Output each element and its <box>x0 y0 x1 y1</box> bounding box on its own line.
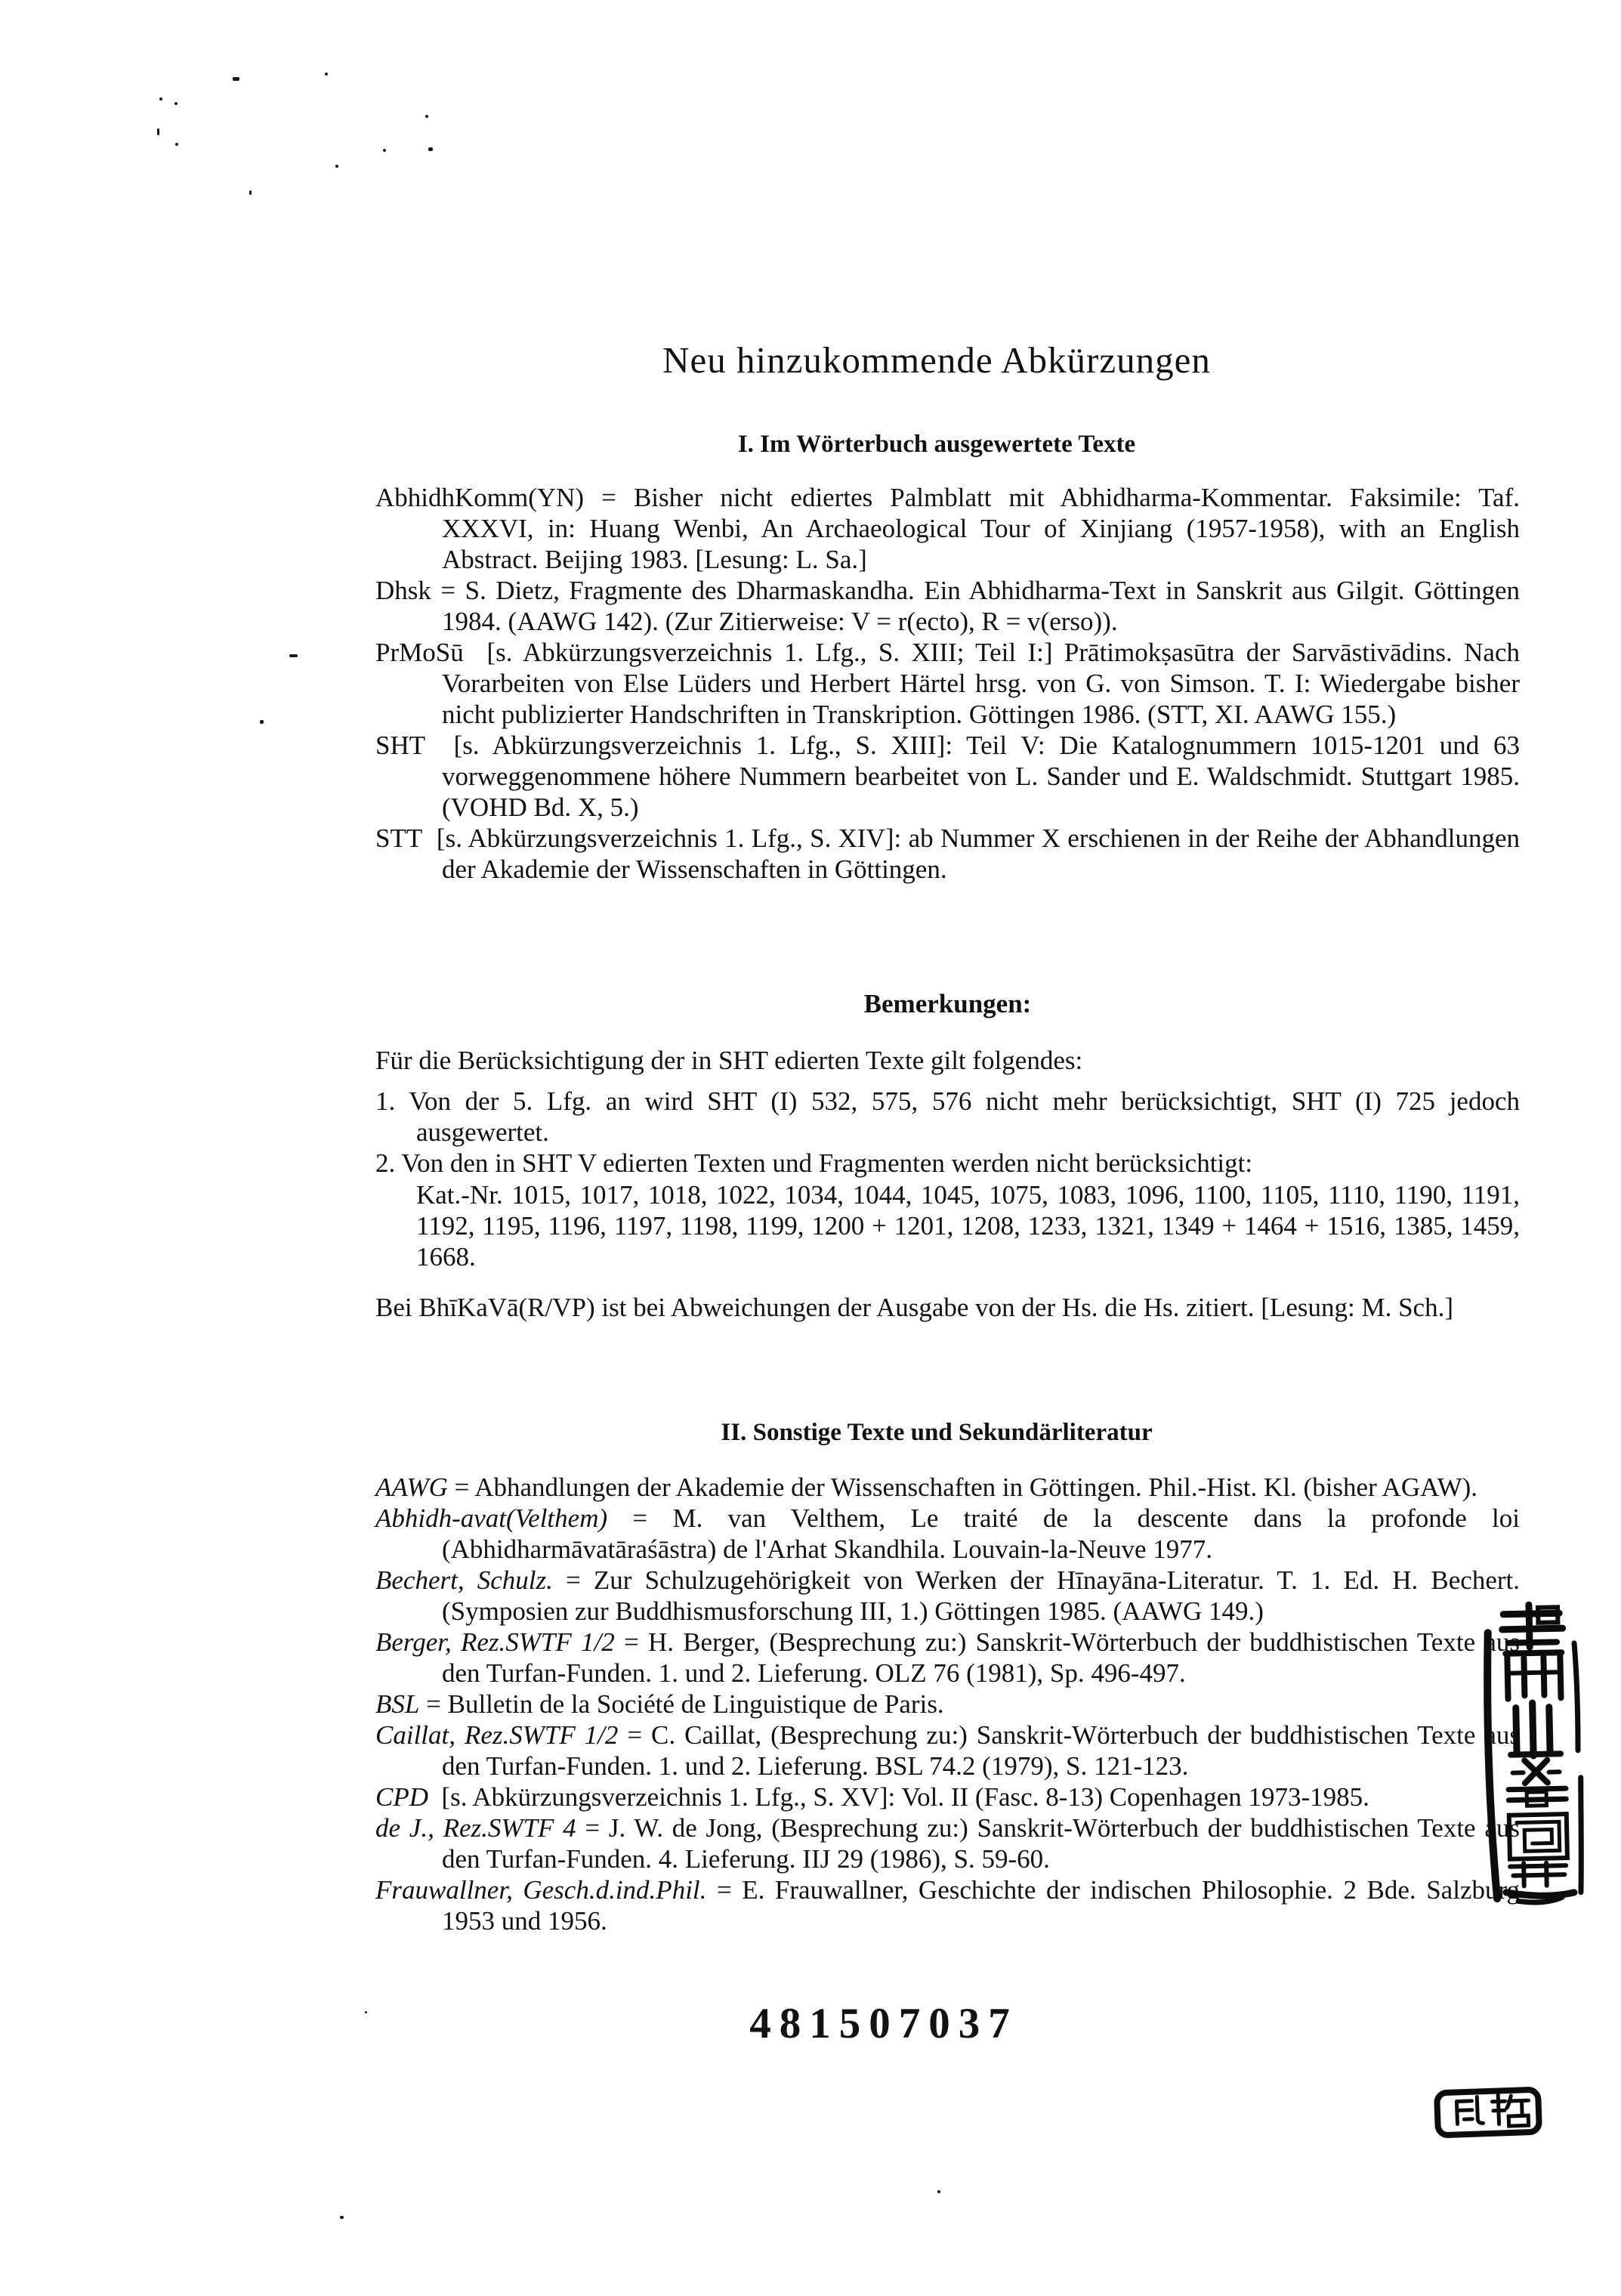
page-title: Neu hinzukommende Abkürzungen <box>662 339 1211 381</box>
abbreviation-definition: = Bisher nicht ediertes Palmblatt mit Abhidharma-Kommentar. Faksimile: Taf. XXXVI, in: Huang Wenbi, An Archaeological Tour of Xinjiang (1957-1958), with an English Abstract. Beijing 1983. [Lesung: L. Sa.] <box>442 483 1520 574</box>
small-seal-stamp <box>1433 2084 1543 2142</box>
library-seal-stamp <box>1479 1596 1589 1907</box>
abbreviation-entry <box>375 1689 1520 1720</box>
abbreviation-definition: [s. Abkürzungsverzeichnis 1. Lfg., S. XIII]: Teil V: Die Katalognummern 1015-1201 und 63 vorweggenommene höhere Nummern bearbeitet von L. Sander und E. Waldschmidt. Stuttgart 1985. (VOHD Bd. X, 5.) <box>442 731 1521 822</box>
abbreviation-key: de J., Rez.SWTF 4 <box>375 1813 576 1843</box>
catalog-numbers: Kat.-Nr. 1015, 1017, 1018, 1022, 1034, 1044, 1045, 1075, 1083, 1096, 1100, 1105, 1110, 1190, 1191, 1192, 1195, 1196, 1197, 1198, 1199, 1200 + 1201, 1208, 1233, 1321, 1349 + 1464 + 1516, 1385, 1459, 1668. <box>416 1180 1520 1272</box>
scan-artifact-dot <box>425 115 428 118</box>
abbreviation-entry <box>375 823 1520 885</box>
scan-artifact-dot <box>365 2011 367 2013</box>
remarks-block <box>375 988 1520 1323</box>
scan-artifact-dot <box>937 2190 940 2193</box>
scan-artifact-dot <box>289 654 298 657</box>
abbreviation-definition: = Abhandlungen der Akademie der Wissenschaften in Göttingen. Phil.-Hist. Kl. (bisher AGAW). <box>454 1472 1478 1502</box>
abbreviation-key: Berger, Rez.SWTF 1/2 <box>375 1627 615 1657</box>
abbreviation-definition: = J. W. de Jong, (Besprechung zu:) Sanskrit-Wörterbuch der buddhistischen Texte aus den Turfan-Funden. 4. Lieferung. IIJ 29 (1986), S. 59-60. <box>442 1813 1521 1874</box>
abbreviation-entry <box>375 1781 1520 1812</box>
abbreviation-entry <box>375 1627 1520 1689</box>
scan-artifact-dot <box>174 102 178 105</box>
abbreviation-key: Dhsk <box>375 576 431 605</box>
remarks-heading: Bemerkungen: <box>863 989 1032 1018</box>
abbreviation-entry <box>375 1720 1520 1781</box>
list-number: 1. <box>375 1086 396 1116</box>
abbreviation-entry <box>375 482 1520 575</box>
scan-artifact-dot <box>383 149 386 152</box>
abbreviation-definition: = C. Caillat, (Besprechung zu:) Sanskrit-Wörterbuch der buddhistischen Texte aus den Turfan-Funden. 1. und 2. Lieferung. BSL 74.2 (1979), S. 121-123. <box>442 1720 1521 1781</box>
remarks-item <box>375 1148 1520 1179</box>
abbreviation-definition: = Zur Schulzugehörigkeit von Werken der Hīnayāna-Literatur. T. 1. Ed. H. Bechert. (Symposien zur Buddhismusforschung III, 1.) Göttingen 1985. (AAWG 149.) <box>442 1565 1520 1626</box>
abbreviation-key: STT <box>375 824 423 853</box>
list-text: Von der 5. Lfg. an wird SHT (I) 532, 575, 576 nicht mehr berücksichtigt, SHT (I) 725 jedoch ausgewertet. <box>409 1086 1520 1147</box>
abbreviation-key: AAWG <box>375 1472 448 1502</box>
scan-artifact-dot <box>159 97 162 100</box>
abbreviation-entry <box>375 1472 1520 1503</box>
abbreviation-definition: [s. Abkürzungsverzeichnis 1. Lfg., S. XIII; Teil I:] Prātimokṣasūtra der Sarvāstivādins. Nach Vorarbeiten von Else Lüders und Herbert Härtel hrsg. von G. von Simson. T. I: Wiedergabe bisher nicht publizierter Handschriften in Transkription. Göttingen 1986. (STT, XI. AAWG 155.) <box>442 638 1521 729</box>
remarks-item <box>375 1086 1520 1148</box>
abbreviation-key: SHT <box>375 731 426 760</box>
scan-artifact-dot <box>233 77 239 81</box>
accession-number: 481507037 <box>749 2000 1018 2047</box>
abbreviation-key: AbhidhKomm(YN) <box>375 483 585 512</box>
abbreviation-definition: = E. Frauwallner, Geschichte der indischen Philosophie. 2 Bde. Salzburg 1953 und 1956. <box>442 1875 1520 1936</box>
abbreviation-definition: = Bulletin de la Société de Linguistique de Paris. <box>426 1689 944 1719</box>
abbreviation-key: BSL <box>375 1689 420 1719</box>
abbreviation-definition: = S. Dietz, Fragmente des Dharmaskandha. Ein Abhidharma-Text in Sanskrit aus Gilgit. Göttingen 1984. (AAWG 142). (Zur Zitierweise: V = r(ecto), R = v(erso)). <box>440 576 1520 636</box>
scan-artifact-dot <box>340 2216 344 2219</box>
scan-artifact-dot <box>428 147 433 151</box>
section-2-heading: II. Sonstige Texte und Sekundärliteratur <box>721 1419 1153 1446</box>
abbreviation-key: PrMoSū <box>375 638 464 667</box>
abbreviation-key: CPD <box>375 1782 428 1812</box>
abbreviation-definition: = M. van Velthem, Le traité de la descente dans la profonde loi (Abhidharmāvatāraśāstra) de l'Arhat Skandhila. Louvain-la-Neuve 1977. <box>442 1503 1521 1564</box>
section-1-entry-list <box>375 482 1520 885</box>
abbreviation-key: Caillat, Rez.SWTF 1/2 <box>375 1720 619 1750</box>
abbreviation-definition: [s. Abkürzungsverzeichnis 1. Lfg., S. XV]: Vol. II (Fasc. 8-13) Copenhagen 1973-1985. <box>441 1782 1369 1812</box>
abbreviation-entry <box>375 1503 1520 1565</box>
scan-artifact-dot <box>325 73 328 76</box>
scan-artifact-dot <box>249 190 252 195</box>
abbreviation-entry <box>375 637 1520 730</box>
section-1-heading: I. Im Wörterbuch ausgewertete Texte <box>737 431 1136 458</box>
remarks-note: Bei BhīKaVā(R/VP) ist bei Abweichungen der Ausgabe von der Hs. die Hs. zitiert. [Lesung: M. Sch.] <box>375 1293 1453 1322</box>
abbreviation-entry <box>375 1565 1520 1627</box>
abbreviation-key: Abhidh-avat(Velthem) <box>375 1503 608 1533</box>
remarks-intro: Für die Berücksichtigung der in SHT edierten Texte gilt folgendes: <box>375 1046 1083 1075</box>
abbreviation-entry <box>375 730 1520 823</box>
abbreviation-key: Bechert, Schulz. <box>375 1565 553 1595</box>
abbreviation-definition: = H. Berger, (Besprechung zu:) Sanskrit-Wörterbuch der buddhistischen Texte aus den Turfan-Funden. 1. und 2. Lieferung. OLZ 76 (1981), Sp. 496-497. <box>442 1627 1520 1688</box>
scan-artifact-dot <box>157 128 159 135</box>
abbreviation-entry <box>375 1812 1520 1874</box>
abbreviation-entry <box>375 575 1520 637</box>
scan-artifact-dot <box>175 143 178 146</box>
scan-artifact-dot <box>260 720 264 724</box>
list-number: 2. <box>375 1148 396 1178</box>
abbreviation-key: Frauwallner, Gesch.d.ind.Phil. <box>375 1875 707 1905</box>
scan-artifact-dot <box>335 165 338 168</box>
list-text: Von den in SHT V edierten Texten und Fragmenten werden nicht berücksichtigt: <box>401 1148 1253 1178</box>
abbreviation-entry <box>375 1874 1520 1936</box>
section-2-entry-list <box>375 1472 1520 1936</box>
abbreviation-definition: [s. Abkürzungsverzeichnis 1. Lfg., S. XIV]: ab Nummer X erschienen in der Reihe der Abhandlungen der Akademie der Wissenschaften in Göttingen. <box>436 824 1521 884</box>
